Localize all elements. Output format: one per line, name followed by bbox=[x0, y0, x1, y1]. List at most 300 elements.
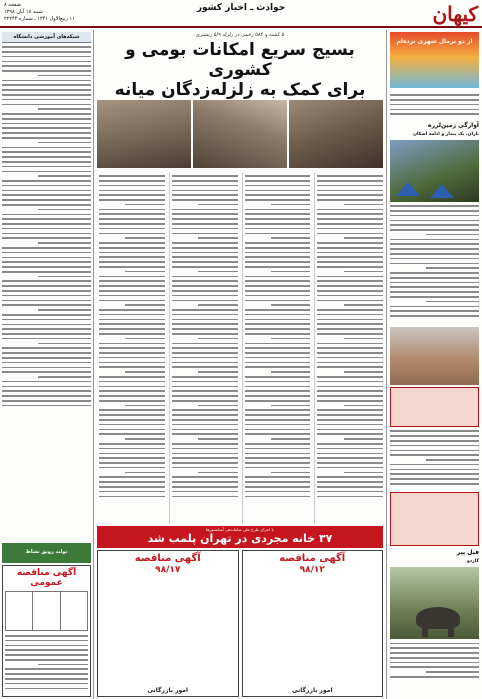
text-line bbox=[317, 323, 383, 325]
text-line bbox=[172, 343, 238, 345]
text-line bbox=[245, 199, 311, 201]
text-line bbox=[99, 395, 165, 397]
text-line bbox=[2, 261, 91, 263]
text-line bbox=[198, 338, 237, 340]
text-line bbox=[245, 290, 311, 292]
text-line bbox=[99, 409, 165, 411]
public-tender-ad[interactable] bbox=[2, 565, 91, 697]
text-line bbox=[172, 300, 238, 302]
text-line bbox=[172, 366, 238, 368]
page-header bbox=[0, 0, 482, 28]
text-line bbox=[245, 276, 311, 278]
article-column bbox=[169, 172, 238, 524]
text-line bbox=[271, 271, 310, 273]
text-line bbox=[198, 271, 237, 273]
ad-body bbox=[100, 579, 236, 699]
text-line bbox=[99, 467, 165, 469]
text-line bbox=[2, 151, 91, 153]
text-line bbox=[317, 362, 383, 364]
text-line bbox=[245, 433, 311, 435]
text-line bbox=[317, 280, 383, 282]
ad-number: ۹۸/۱۲ bbox=[299, 565, 325, 575]
text-line bbox=[2, 338, 91, 340]
text-line bbox=[99, 347, 165, 349]
text-line bbox=[2, 333, 91, 335]
tent-shape bbox=[396, 182, 420, 196]
text-line bbox=[5, 635, 88, 637]
text-line bbox=[317, 185, 383, 187]
text-line bbox=[317, 295, 383, 297]
text-line bbox=[390, 676, 479, 678]
text-line bbox=[317, 314, 383, 316]
ad-body bbox=[245, 579, 381, 699]
issue-number: ۱۱ ربیع‌الاول ۱۴۴۱ ـ شماره ۲۲۲۴۴ bbox=[4, 16, 75, 22]
text-line bbox=[38, 175, 91, 177]
article-text bbox=[245, 175, 311, 515]
text-line bbox=[172, 280, 238, 282]
text-line bbox=[125, 237, 164, 239]
text-line bbox=[426, 671, 479, 673]
building-photo bbox=[390, 327, 479, 385]
text-line bbox=[99, 252, 165, 254]
elephant-leg bbox=[448, 625, 454, 637]
text-line bbox=[390, 469, 479, 471]
text-line bbox=[38, 309, 91, 311]
text-line bbox=[344, 237, 383, 239]
text-line bbox=[99, 448, 165, 450]
text-line bbox=[99, 276, 165, 278]
text-line bbox=[172, 218, 238, 220]
text-line bbox=[99, 462, 165, 464]
text-line bbox=[172, 285, 238, 287]
text-line bbox=[172, 496, 238, 498]
text-line bbox=[271, 204, 310, 206]
text-line bbox=[172, 400, 238, 402]
text-line bbox=[172, 309, 238, 311]
text-line bbox=[245, 180, 311, 182]
text-line bbox=[245, 424, 311, 426]
text-line bbox=[245, 400, 311, 402]
text-line bbox=[317, 290, 383, 292]
text-line bbox=[271, 338, 310, 340]
text-line bbox=[390, 647, 479, 649]
text-line bbox=[99, 481, 165, 483]
text-line bbox=[2, 84, 91, 86]
highlight-box bbox=[390, 492, 479, 546]
text-line bbox=[2, 190, 91, 192]
text-line bbox=[99, 429, 165, 431]
text-line bbox=[317, 228, 383, 230]
text-line bbox=[317, 409, 383, 411]
text-line bbox=[99, 319, 165, 321]
text-line bbox=[390, 666, 479, 668]
text-line bbox=[390, 652, 479, 654]
text-line bbox=[172, 467, 238, 469]
text-line bbox=[99, 242, 165, 244]
text-line bbox=[317, 256, 383, 258]
text-line bbox=[390, 310, 479, 312]
text-line bbox=[245, 409, 311, 411]
text-line bbox=[2, 290, 91, 292]
text-line bbox=[344, 405, 383, 407]
text-line bbox=[99, 256, 165, 258]
text-line bbox=[2, 357, 91, 359]
story-2-title[interactable]: فیل پیر bbox=[456, 549, 479, 557]
text-line bbox=[245, 491, 311, 493]
main-title-line-2[interactable]: برای کمک به زلزله‌زدگان میانه bbox=[114, 80, 366, 100]
text-line bbox=[5, 649, 88, 651]
text-line bbox=[99, 175, 165, 177]
text-line bbox=[99, 390, 165, 392]
text-line bbox=[172, 386, 238, 388]
text-line bbox=[317, 319, 383, 321]
text-line bbox=[390, 104, 479, 106]
text-line bbox=[172, 290, 238, 292]
text-line bbox=[2, 352, 91, 354]
tender-ad[interactable] bbox=[97, 550, 239, 697]
text-line bbox=[390, 478, 479, 480]
text-line bbox=[99, 400, 165, 402]
text-line bbox=[245, 453, 311, 455]
main-title-line-1[interactable]: بسیج سریع امکانات بومی و کشوری bbox=[125, 40, 355, 80]
text-line bbox=[125, 472, 164, 474]
section-title: حوادث ـ اخبار کشور bbox=[196, 3, 286, 13]
text-line bbox=[317, 390, 383, 392]
text-line bbox=[390, 657, 479, 659]
text-line bbox=[390, 210, 479, 212]
text-line bbox=[2, 204, 91, 206]
text-line bbox=[390, 243, 479, 245]
text-line bbox=[172, 276, 238, 278]
text-line bbox=[2, 61, 91, 63]
text-line bbox=[198, 237, 237, 239]
ad-title: آگهی مناقصه bbox=[279, 553, 346, 564]
green-promo-box[interactable]: تولید رونق نشاط bbox=[2, 543, 91, 563]
text-line bbox=[2, 194, 91, 196]
text-line bbox=[245, 233, 311, 235]
text-line bbox=[2, 400, 91, 402]
text-line bbox=[390, 306, 479, 308]
text-line bbox=[2, 214, 91, 216]
text-line bbox=[2, 171, 91, 173]
text-line bbox=[390, 99, 479, 101]
text-line bbox=[317, 190, 383, 192]
text-line bbox=[2, 347, 91, 349]
text-line bbox=[2, 304, 91, 306]
text-line bbox=[5, 640, 88, 642]
text-line bbox=[5, 688, 88, 690]
text-line bbox=[317, 419, 383, 421]
text-line bbox=[390, 464, 479, 466]
text-line bbox=[390, 282, 479, 284]
text-line bbox=[2, 362, 91, 364]
text-line bbox=[2, 104, 91, 106]
text-line bbox=[2, 295, 91, 297]
text-line bbox=[172, 462, 238, 464]
earthquake-photo bbox=[289, 100, 383, 168]
text-line bbox=[426, 234, 479, 236]
text-line bbox=[426, 267, 479, 269]
text-line bbox=[390, 296, 479, 298]
text-line bbox=[390, 205, 479, 207]
text-line bbox=[317, 247, 383, 249]
red-banner-title: ۳۷ خانه مجردی در تهران پلمب شد bbox=[147, 532, 333, 545]
text-line bbox=[2, 223, 91, 225]
text-line bbox=[2, 252, 91, 254]
text-line bbox=[5, 668, 88, 670]
text-line bbox=[99, 491, 165, 493]
text-line bbox=[245, 194, 311, 196]
tender-table bbox=[5, 591, 88, 631]
text-line bbox=[390, 450, 479, 452]
text-line bbox=[317, 381, 383, 383]
text-line bbox=[344, 472, 383, 474]
text-line bbox=[2, 161, 91, 163]
highlight-box bbox=[390, 387, 479, 427]
text-line bbox=[99, 280, 165, 282]
text-line bbox=[2, 271, 91, 273]
story-1-lead: باران، یک بیمار و ادامه اسکان bbox=[413, 132, 479, 137]
text-line bbox=[317, 448, 383, 450]
text-line bbox=[245, 481, 311, 483]
story-1-title[interactable]: آوارگی زمین‌لرزه bbox=[428, 122, 479, 129]
text-line bbox=[2, 386, 91, 388]
text-line bbox=[245, 467, 311, 469]
text-line bbox=[172, 457, 238, 459]
earthquake-photo bbox=[193, 100, 287, 168]
text-line bbox=[99, 414, 165, 416]
text-line bbox=[317, 266, 383, 268]
text-line bbox=[245, 314, 311, 316]
text-line bbox=[317, 366, 383, 368]
text-line bbox=[317, 218, 383, 220]
text-line bbox=[245, 252, 311, 254]
text-line bbox=[198, 405, 237, 407]
text-line bbox=[125, 438, 164, 440]
tender-ad[interactable] bbox=[242, 550, 384, 697]
text-line bbox=[99, 309, 165, 311]
text-line bbox=[390, 291, 479, 293]
text-line bbox=[99, 218, 165, 220]
text-line bbox=[245, 343, 311, 345]
story-text bbox=[390, 643, 479, 683]
text-line bbox=[172, 409, 238, 411]
text-line bbox=[245, 242, 311, 244]
text-line bbox=[172, 453, 238, 455]
text-line bbox=[390, 248, 479, 250]
text-line bbox=[2, 123, 91, 125]
main-headline bbox=[97, 32, 383, 98]
left-column bbox=[0, 30, 94, 699]
text-line bbox=[245, 395, 311, 397]
text-line bbox=[317, 233, 383, 235]
text-line bbox=[99, 180, 165, 182]
article-column bbox=[242, 172, 311, 524]
text-line bbox=[2, 65, 91, 67]
text-line bbox=[198, 304, 237, 306]
text-line bbox=[99, 333, 165, 335]
text-line bbox=[172, 190, 238, 192]
text-line bbox=[317, 476, 383, 478]
text-line bbox=[99, 362, 165, 364]
text-line bbox=[245, 376, 311, 378]
text-line bbox=[344, 271, 383, 273]
text-line bbox=[198, 438, 237, 440]
text-line bbox=[317, 491, 383, 493]
text-line bbox=[245, 390, 311, 392]
text-line bbox=[99, 233, 165, 235]
article-text bbox=[99, 175, 165, 515]
text-line bbox=[5, 654, 88, 656]
text-line bbox=[125, 371, 164, 373]
text-line bbox=[2, 257, 91, 259]
text-line bbox=[390, 440, 479, 442]
ad-title: آگهی مناقصه bbox=[134, 553, 201, 564]
text-line bbox=[172, 252, 238, 254]
text-line bbox=[172, 433, 238, 435]
article-text bbox=[317, 175, 383, 515]
text-line bbox=[317, 309, 383, 311]
story-text bbox=[390, 430, 479, 490]
text-line bbox=[317, 347, 383, 349]
text-line bbox=[2, 94, 91, 96]
text-line bbox=[172, 448, 238, 450]
main-kicker: ۵ کشته و ۵۸۴ زخمی در زلزله ۵/۹ ریشتری bbox=[195, 32, 285, 38]
text-line bbox=[99, 228, 165, 230]
text-line bbox=[390, 263, 479, 265]
text-line bbox=[317, 242, 383, 244]
text-line bbox=[2, 137, 91, 139]
text-line bbox=[99, 209, 165, 211]
text-line bbox=[390, 662, 479, 664]
text-line bbox=[38, 142, 91, 144]
issue-info bbox=[4, 2, 75, 23]
text-line bbox=[99, 457, 165, 459]
text-line bbox=[390, 277, 479, 279]
text-line bbox=[172, 491, 238, 493]
text-line bbox=[245, 457, 311, 459]
newspaper-logo[interactable]: کیهان bbox=[432, 2, 478, 26]
text-line bbox=[172, 390, 238, 392]
text-line bbox=[172, 223, 238, 225]
article-columns bbox=[97, 172, 383, 524]
text-line bbox=[172, 376, 238, 378]
earthquake-photo bbox=[97, 100, 191, 168]
text-line bbox=[2, 218, 91, 220]
elephant-photo bbox=[390, 567, 479, 639]
text-line bbox=[38, 209, 91, 211]
ad-footer: امور بازرگانی bbox=[291, 687, 333, 694]
text-line bbox=[125, 304, 164, 306]
text-line bbox=[99, 190, 165, 192]
text-line bbox=[271, 237, 310, 239]
text-line bbox=[344, 371, 383, 373]
text-line bbox=[317, 328, 383, 330]
text-line bbox=[198, 371, 237, 373]
text-line bbox=[317, 223, 383, 225]
text-line bbox=[2, 324, 91, 326]
tent-camp-photo bbox=[390, 140, 479, 202]
text-line bbox=[2, 89, 91, 91]
text-line bbox=[317, 467, 383, 469]
text-line bbox=[99, 261, 165, 263]
article-column bbox=[97, 172, 165, 524]
text-line bbox=[99, 295, 165, 297]
story-2-lead: گاردو bbox=[466, 559, 479, 565]
text-line bbox=[390, 215, 479, 217]
text-line bbox=[172, 347, 238, 349]
text-line bbox=[38, 664, 88, 666]
text-line bbox=[317, 414, 383, 416]
text-line bbox=[99, 376, 165, 378]
text-line bbox=[2, 390, 91, 392]
text-line bbox=[317, 343, 383, 345]
text-line bbox=[390, 430, 479, 432]
text-line bbox=[99, 476, 165, 478]
text-line bbox=[390, 473, 479, 475]
text-line bbox=[245, 448, 311, 450]
text-line bbox=[245, 357, 311, 359]
text-line bbox=[198, 204, 237, 206]
text-line bbox=[245, 256, 311, 258]
text-line bbox=[245, 429, 311, 431]
text-line bbox=[245, 280, 311, 282]
text-line bbox=[172, 261, 238, 263]
left-ad-text bbox=[5, 635, 88, 695]
text-line bbox=[2, 328, 91, 330]
text-line bbox=[5, 673, 88, 675]
text-line bbox=[2, 147, 91, 149]
promo-banner[interactable] bbox=[390, 32, 479, 88]
text-line bbox=[99, 381, 165, 383]
text-line bbox=[2, 300, 91, 302]
center-column bbox=[95, 30, 385, 699]
earthquake-photos bbox=[97, 100, 383, 168]
text-line bbox=[317, 276, 383, 278]
text-line bbox=[172, 213, 238, 215]
red-headline-banner[interactable] bbox=[97, 526, 383, 548]
text-line bbox=[390, 109, 479, 111]
text-line bbox=[99, 496, 165, 498]
ad-footer: امور بازرگانی bbox=[147, 687, 189, 694]
text-line bbox=[344, 338, 383, 340]
text-line bbox=[2, 314, 91, 316]
text-line bbox=[2, 228, 91, 230]
text-line bbox=[317, 194, 383, 196]
text-line bbox=[2, 185, 91, 187]
text-line bbox=[317, 462, 383, 464]
text-line bbox=[172, 352, 238, 354]
text-line bbox=[2, 56, 91, 58]
elephant-leg bbox=[422, 625, 428, 637]
text-line bbox=[2, 405, 91, 407]
text-line bbox=[390, 229, 479, 231]
text-line bbox=[172, 333, 238, 335]
text-line bbox=[99, 443, 165, 445]
page-number: صفحه ۸ bbox=[4, 2, 21, 8]
text-line bbox=[172, 266, 238, 268]
text-line bbox=[317, 429, 383, 431]
text-line bbox=[99, 419, 165, 421]
article-column bbox=[314, 172, 383, 524]
text-line bbox=[172, 419, 238, 421]
text-line bbox=[245, 486, 311, 488]
text-line bbox=[2, 319, 91, 321]
text-line bbox=[172, 247, 238, 249]
text-line bbox=[245, 323, 311, 325]
text-line bbox=[172, 194, 238, 196]
text-line bbox=[2, 266, 91, 268]
